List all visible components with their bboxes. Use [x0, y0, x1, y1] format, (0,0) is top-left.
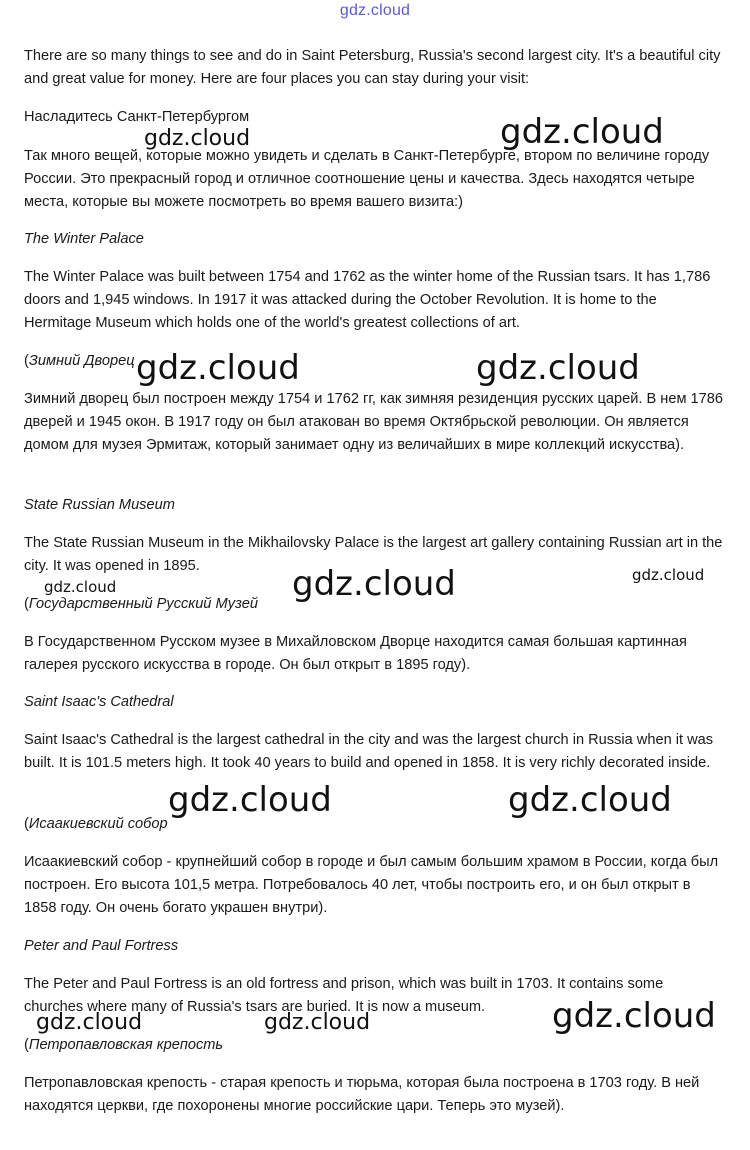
- watermark: gdz.cloud: [508, 780, 672, 820]
- translation-title-text: Петропавловская крепость: [28, 1037, 224, 1053]
- open-paren: (: [24, 1037, 29, 1053]
- intro-russian: Так много вещей, которые можно увидеть и сделать в Санкт-Петербурге, втором по величине городу России. Это прекрасный город и отличное соотношение цены и качества. Здесь находятся четыре места, которые вы можете посмотреть во время вашего визита:): [24, 148, 710, 210]
- russian-museum-russian: В Государственном Русском музее в Михайловском Дворце находится самая большая картинная галерея русского искусства в городе. Он был открыт в 1895 году).: [24, 634, 687, 673]
- winter-palace-russian: Зимний дворец был построен между 1754 и 1762 гг, как зимняя резиденция русских царей. В нем 1786 дверей и 1945 окон. В 1917 году он был атакован во время Октябрьской революции. Он является домом для музея Эрмитаж, который занимает одну из величайших в мире коллекций искусства).: [24, 391, 724, 453]
- open-paren: (: [24, 353, 29, 369]
- translation-title-text: Зимний Дворец: [28, 353, 135, 369]
- open-paren: (: [24, 596, 29, 612]
- intro-english: There are so many things to see and do in Saint Petersburg, Russia's second largest city. It's a beautiful city and great value for money. Here are four places you can stay during your visit:: [24, 48, 721, 87]
- peter-paul-translation-title: [24, 1034, 724, 1057]
- translation-title-text: Исаакиевский собор: [28, 816, 168, 832]
- watermark: gdz.cloud: [36, 1010, 143, 1035]
- watermark: gdz.cloud: [44, 578, 117, 596]
- heading-peter-paul: Peter and Paul Fortress: [24, 938, 179, 954]
- watermark: gdz.cloud: [264, 1010, 371, 1035]
- watermark: gdz.cloud: [552, 996, 716, 1036]
- translation-title-text: Государственный Русский Музей: [28, 596, 258, 612]
- open-paren: (: [24, 816, 29, 832]
- winter-palace-english: The Winter Palace was built between 1754 and 1762 as the winter home of the Russian tsars. It has 1,786 doors and 1,945 windows. In 1917 it was attacked during the October Revolution. It is home to the Hermitage Museum which holds one of the world's greatest collections of art.: [24, 269, 711, 331]
- watermark: gdz.cloud: [476, 348, 640, 388]
- peter-paul-russian: Петропавловская крепость - старая крепость и тюрьма, которая была построена в 1703 году. В ней находятся церкви, где похоронены многие российские цари. Теперь это музей).: [24, 1075, 700, 1114]
- watermark: gdz.cloud: [144, 126, 251, 151]
- heading-russian-museum: State Russian Museum: [24, 497, 175, 513]
- heading-winter-palace: The Winter Palace: [24, 231, 144, 247]
- st-isaacs-english: Saint Isaac's Cathedral is the largest cathedral in the city and was the largest church in Russia when it was built. It is 101.5 meters high. It took 40 years to build and opened in 1858. It is very richly decorated inside.: [24, 732, 714, 771]
- watermark: gdz.cloud: [292, 564, 456, 604]
- heading-st-isaacs: Saint Isaac's Cathedral: [24, 694, 174, 710]
- site-logo[interactable]: gdz.cloud: [339, 2, 411, 19]
- watermark: gdz.cloud: [168, 780, 332, 820]
- watermark: gdz.cloud: [136, 348, 300, 388]
- title-russian: Насладитесь Санкт-Петербургом: [24, 109, 250, 125]
- watermark: gdz.cloud: [632, 566, 705, 584]
- russian-museum-english: The State Russian Museum in the Mikhailovsky Palace is the largest art gallery containing Russian art in the city. It was opened in 1895.: [24, 535, 723, 574]
- st-isaacs-russian: Исаакиевский собор - крупнейший собор в городе и был самым большим храмом в России, когда был построен. Его высота 101,5 метра. Потребовалось 40 лет, чтобы построить его, и он был открыт в 1858 году. Он очень богато украшен внутри).: [24, 854, 719, 916]
- watermark: gdz.cloud: [500, 112, 664, 152]
- peter-paul-english: The Peter and Paul Fortress is an old fortress and prison, which was built in 1703. It contains some churches where many of Russia's tsars are buried. It is now a museum.: [24, 976, 664, 1015]
